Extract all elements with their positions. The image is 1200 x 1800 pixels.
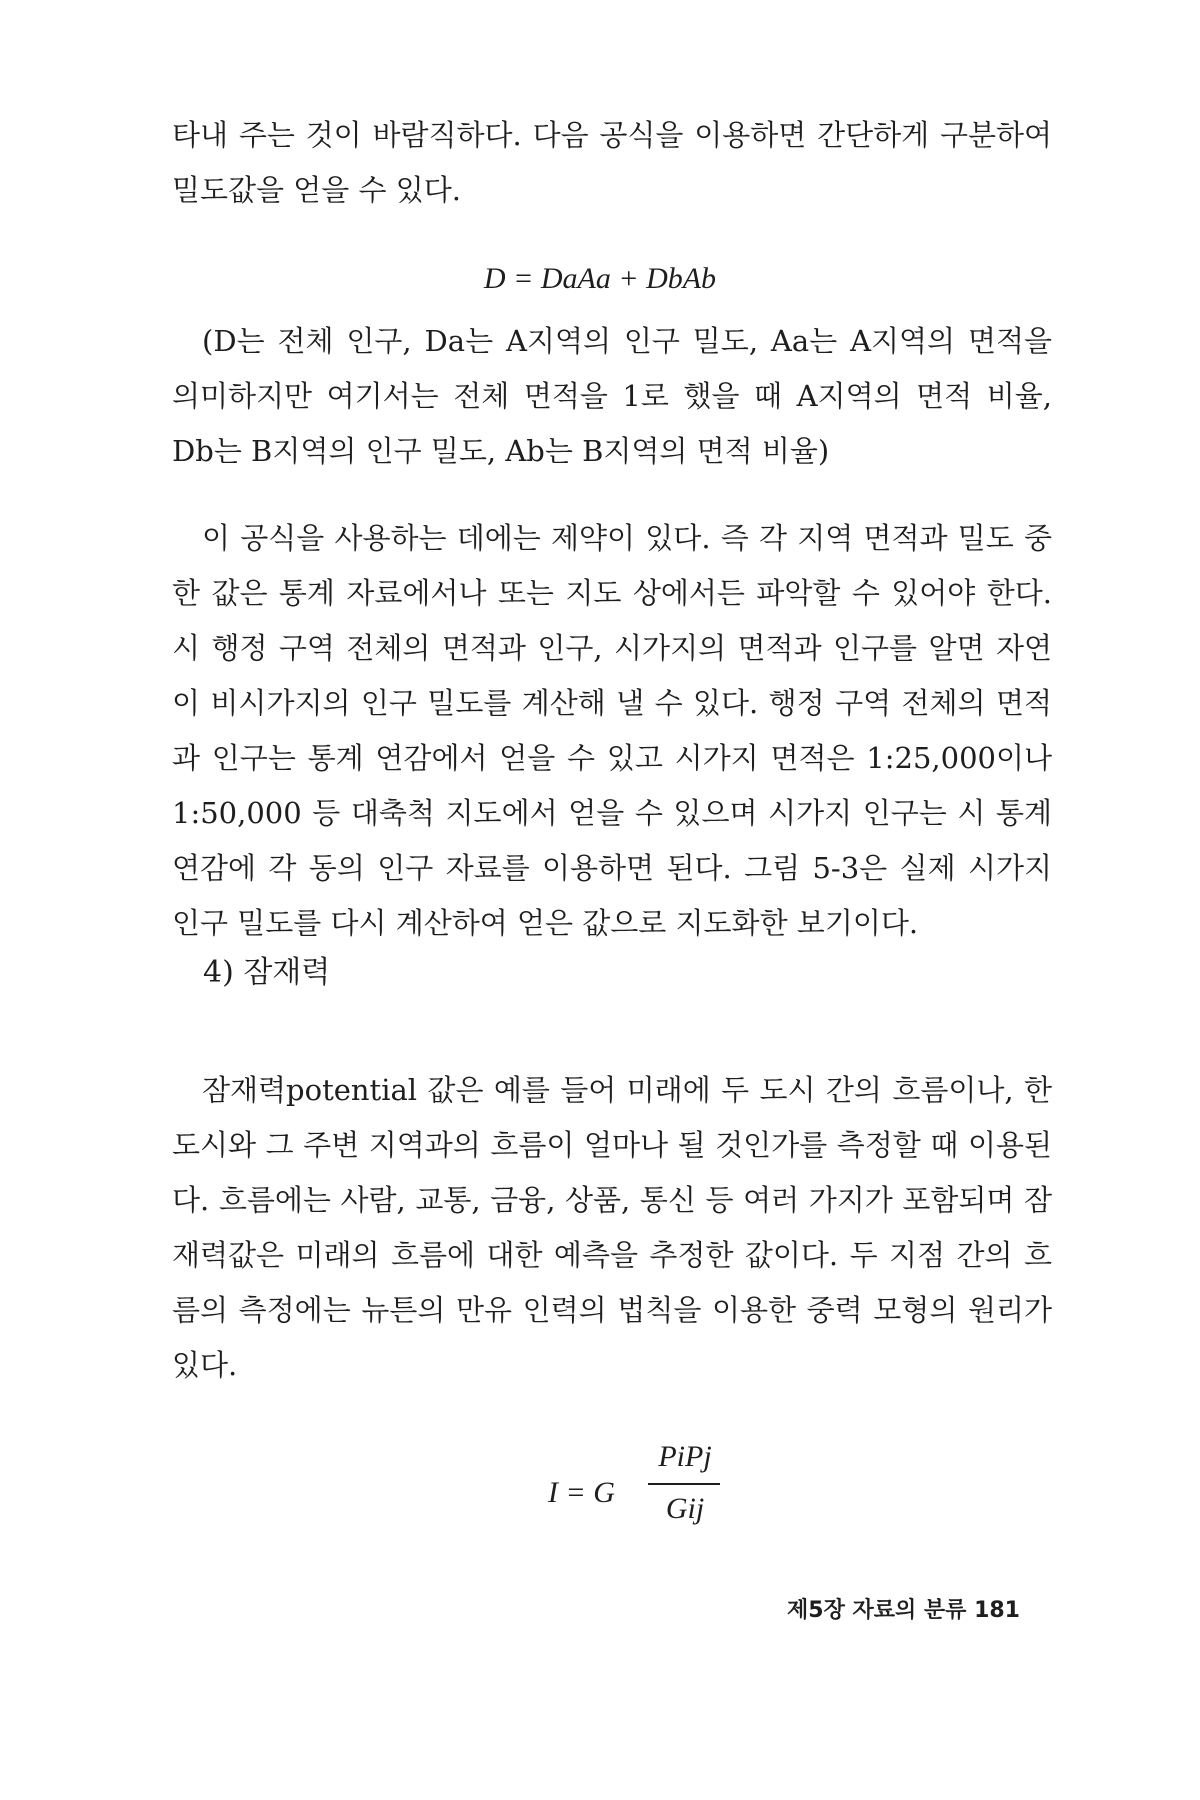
gravity-formula-numerator: PiPj [658,1440,712,1473]
density-formula: D = DaAa + DbAb [483,262,717,295]
gravity-formula-lhs: I = G [548,1476,615,1509]
page-footer: 제5장 자료의 분류 181 [787,1598,1020,1623]
body-paragraph-3: 잠재력potential 값은 예를 들어 미래에 두 도시 간의 흐름이나, 한 도시와 그 주변 지역과의 흐름이 얼마나 될 것인가를 측정할 때 이용된다. 흐름에는 사람, 교통, 금융, 상품, 통신 등 여러 가지가 포함되며 잠재력값은 미래의 흐름에 대한 예측을 추정한 값이다. 두 지점 간의 흐름의 측정에는 뉴튼의 만유 인력의 법칙을 이용한 중력 모형의 원리가 있다. [172,1073,1052,1382]
gravity-formula-denominator: Gij [665,1492,705,1525]
gravity-formula [548,1440,728,1550]
section-heading: 4) 잠재력 [203,955,331,990]
body-paragraph-2: 이 공식을 사용하는 데에는 제약이 있다. 즉 각 지역 면적과 밀도 중 한 값은 통계 자료에서나 또는 지도 상에서든 파악할 수 있어야 한다. 시 행정 구역 전체의 면적과 인구, 시가지의 면적과 인구를 알면 자연이 비시가지의 인구 밀도를 계산해 낼 수 있다. 행정 구역 전체의 면적과 인구는 통계 연감에서 얻을 수 있고 시가지 면적은 1:25,000이나 1:50,000 등 대축척 지도에서 얻을 수 있으며 시가지 인구는 시 통계 연감에 각 동의 인구 자료를 이용하면 된다. 그림 5-3은 실제 시가지 인구 밀도를 다시 계산하여 얻은 값으로 지도화한 보기이다. [172,521,1052,940]
formula-definition: (D는 전체 인구, Da는 A지역의 인구 밀도, Aa는 A지역의 면적을 의미하지만 여기서는 전체 면적을 1로 했을 때 A지역의 면적 비율, Db는 B지역의 인구 밀도, Ab는 B지역의 면적 비율) [172,324,1052,468]
body-paragraph-1: 타내 주는 것이 바람직하다. 다음 공식을 이용하면 간단하게 구분하여 밀도값을 얻을 수 있다. [172,118,1052,207]
fraction-bar [648,1483,720,1485]
